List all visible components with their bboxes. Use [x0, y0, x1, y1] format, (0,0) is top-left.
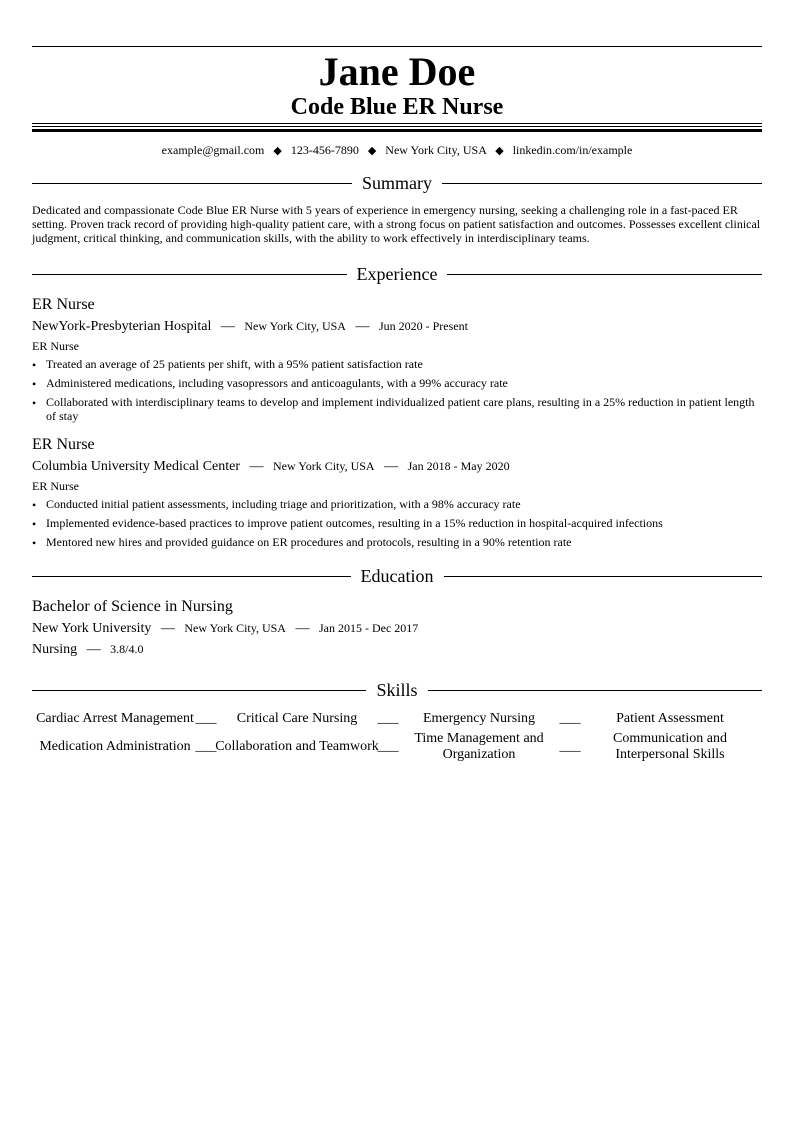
resume-page: [32, 46, 762, 763]
job-employer: Columbia University Medical Center: [32, 459, 241, 474]
section-title: Education: [360, 566, 434, 586]
job-bullets: [32, 357, 762, 423]
skill-item: Emergency Nursing: [422, 711, 536, 726]
contact-linkedin[interactable]: linkedin.com/in/example: [512, 143, 633, 157]
list-item: • Implemented evidence-based practices to improve patient outcomes, resulting in a 15% reduction in hospital-acquired infections: [32, 516, 663, 531]
candidate-title: Code Blue ER Nurse: [290, 94, 504, 120]
education-entry: [32, 597, 762, 659]
school-location: New York City, USA: [184, 621, 286, 635]
list-item: • Administered medications, including vasopressors and anticoagulants, with a 99% accuracy rate: [32, 376, 508, 391]
bullet-icon: •: [32, 377, 37, 391]
skill-item: Medication Administration: [39, 739, 191, 754]
job-meta: [32, 317, 762, 336]
diamond-icon: ◆: [367, 145, 377, 157]
job-title: ER Nurse: [32, 436, 95, 453]
job-dates: Jan 2018 - May 2020: [407, 459, 510, 473]
dash-separator: —: [86, 642, 101, 657]
job-employer: NewYork-Presbyterian Hospital: [32, 319, 212, 334]
skill-item: Communication and Interpersonal Skills: [613, 731, 727, 762]
skill-item: Critical Care Nursing: [236, 711, 358, 726]
job-role: ER Nurse: [32, 479, 79, 493]
bullet-icon: •: [32, 498, 37, 512]
diamond-icon: ◆: [273, 145, 282, 157]
experience-entry: [32, 295, 762, 423]
section-experience-heading: [32, 263, 762, 285]
contact-email[interactable]: example@gmail.com: [161, 143, 265, 157]
skill-separator: ___: [377, 711, 399, 726]
job-dates: Jun 2020 - Present: [378, 319, 468, 333]
job-role: ER Nurse: [32, 339, 79, 353]
education-dates: Jan 2015 - Dec 2017: [318, 621, 419, 635]
contact-line: [32, 143, 762, 158]
skill-separator: ___: [377, 739, 399, 754]
experience-entry: [32, 435, 762, 549]
list-item: • Mentored new hires and provided guidance on ER procedures and protocols, resulting in a 90% retention rate: [32, 535, 572, 550]
section-title: Experience: [356, 264, 438, 284]
education-meta: [32, 619, 762, 638]
job-location: New York City, USA: [244, 319, 346, 333]
summary-text: Dedicated and compassionate Code Blue ER Nurse with 5 years of experience in emergency nursing, seeking a challenging role in a fast-paced ER setting. Proven track record of providing high-quality patient care, with a strong focus on patient satisfaction and outcomes. Possesses excellent clinical judgment, critical thinking, and communication skills, with the ability to work effectively in interdisciplinary teams.: [32, 203, 761, 245]
list-item: • Collaborated with interdisciplinary teams to develop and implement individualized patient care plans, resulting in a 25% reduction in patient length of stay: [32, 395, 755, 423]
list-item: • Treated an average of 25 patients per shift, with a 95% patient satisfaction rate: [32, 357, 423, 372]
section-skills-heading: [32, 679, 762, 701]
bullet-icon: •: [32, 517, 37, 531]
bullet-icon: •: [32, 358, 37, 372]
skill-item: Patient Assessment: [616, 711, 724, 726]
skill-separator: ___: [195, 739, 217, 754]
skill-separator: ___: [559, 711, 581, 726]
bullet-icon: •: [32, 396, 37, 410]
section-summary-heading: [32, 172, 762, 194]
job-location: New York City, USA: [273, 459, 375, 473]
list-item: • Conducted initial patient assessments, including triage and prioritization, with a 98% accuracy rate: [32, 497, 521, 512]
dash-separator: —: [249, 459, 264, 474]
skill-separator: ___: [559, 739, 581, 754]
education-field-line: [32, 640, 762, 659]
header-rule: [32, 123, 762, 132]
job-title: ER Nurse: [32, 296, 95, 313]
field-of-study: Nursing: [32, 642, 78, 657]
section-title: Skills: [376, 680, 418, 700]
dash-separator: —: [220, 319, 235, 334]
section-title: Summary: [362, 173, 432, 193]
job-meta: [32, 457, 762, 476]
skills-grid: [32, 711, 762, 763]
gpa: 3.8/4.0: [110, 642, 144, 656]
bullet-icon: •: [32, 536, 37, 550]
diamond-icon: ◆: [495, 145, 504, 157]
skill-item: Cardiac Arrest Management: [36, 711, 194, 726]
dash-separator: —: [355, 319, 370, 334]
top-rule: [32, 46, 762, 47]
contact-phone[interactable]: 123-456-7890: [290, 143, 359, 157]
degree: Bachelor of Science in Nursing: [32, 598, 233, 615]
section-education-heading: [32, 565, 762, 587]
contact-location: New York City, USA: [385, 143, 487, 157]
dash-separator: —: [160, 621, 175, 636]
skill-item: Collaboration and Teamwork: [215, 739, 379, 754]
job-bullets: [32, 497, 762, 549]
skill-separator: ___: [195, 711, 217, 726]
candidate-name: Jane Doe: [318, 49, 476, 94]
skill-item: Time Management and Organization: [414, 731, 544, 762]
dash-separator: —: [384, 459, 399, 474]
dash-separator: —: [295, 621, 310, 636]
school: New York University: [32, 621, 152, 636]
